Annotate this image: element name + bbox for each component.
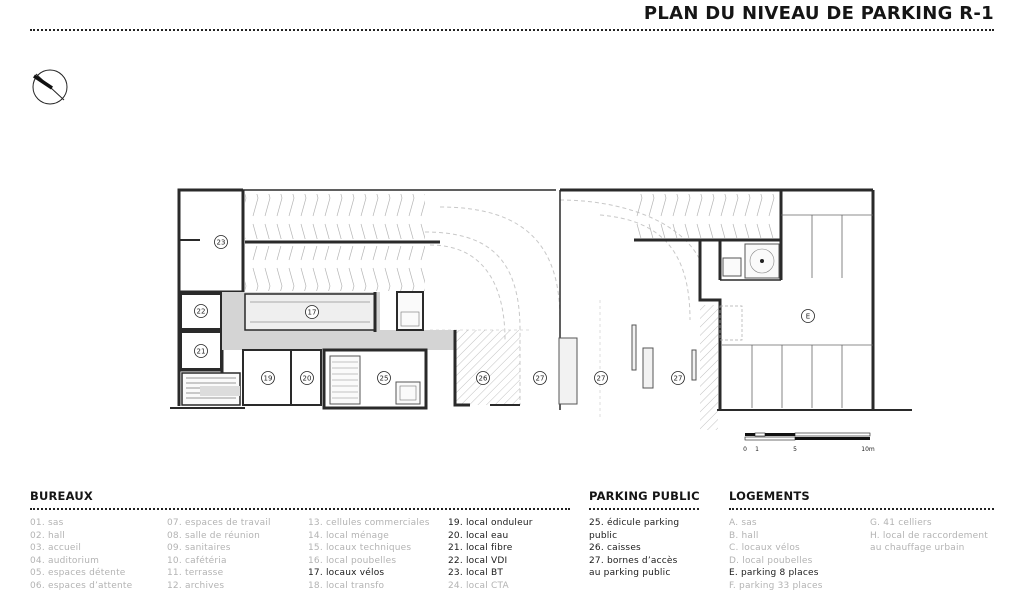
legend-item: 08. salle de réunion [167,530,261,541]
scale-bar [743,433,875,453]
legend-logements-col2 [870,517,988,555]
legend-item: 19. local onduleur [448,518,533,528]
legend-item: H. local de raccordement [870,530,989,541]
parking-row-right [636,194,781,238]
legend-item: D. local poubelles [729,555,813,566]
page-title: PLAN DU NIVEAU DE PARKING R-1 [643,3,994,24]
legend-item: A. sas [729,518,757,528]
legend-item: C. locaux vélos [729,543,800,553]
room-25-label: 25 [379,374,389,383]
room-22-label: 22 [196,307,206,316]
room-19-label: 19 [263,374,273,383]
legend-item: 11. terrasse [167,568,224,578]
legend-item: 16. local poubelles [308,555,397,566]
room-e-label: E [805,312,811,321]
legend-item: F. parking 33 places [729,580,823,591]
spiral-stair-icon [723,244,779,278]
ramp-hatch [700,305,718,430]
legend-item: public [589,530,618,541]
legend-item: 23. local BT [448,568,504,578]
legend-item: 02. hall [30,530,65,541]
legend-heading-logements: LOGEMENTS [729,489,810,503]
legend-item: 06. espaces d’attente [30,580,133,591]
legend-item: 07. espaces de travail [167,518,271,528]
scale-label-0: 0 [743,446,747,453]
legend-item: 10. cafétéria [167,555,227,566]
access-bornes [559,325,696,404]
legend-item: 17. locaux vélos [308,568,385,578]
legend-item: 15. locaux techniques [308,543,412,553]
legend-logements-col1 [729,517,823,592]
legend-item: 27. bornes d’accès [589,555,678,566]
north-arrow-icon [33,70,67,104]
room-23-label: 23 [216,238,226,247]
legend-parking-public-list [589,517,679,580]
legend-bureaux-col3 [308,517,430,592]
legend-item: 01. sas [30,518,64,528]
legend-item: 25. édicule parking [589,518,680,528]
legend-item: au parking public [589,568,671,578]
legend-item: 14. local ménage [308,530,389,541]
stairs-left [182,373,240,405]
legend-item: 04. auditorium [30,555,100,566]
public-edicule [324,350,426,408]
legend-item: 05. espaces détente [30,568,126,578]
legend-bureaux-col4 [448,517,533,592]
room-27b-label: 27 [596,374,606,383]
room-21-label: 21 [196,347,206,356]
caisses-room [455,330,520,405]
legend-item: 03. accueil [30,543,82,553]
legend-item: 21. local fibre [448,543,513,553]
room-26-label: 26 [478,374,488,383]
legend-divider-parking-public [589,508,699,510]
parking-row-top [245,194,425,239]
legend-item: G. 41 celliers [870,518,932,528]
legend-divider-logements [729,508,994,510]
legend-item: 09. sanitaires [167,543,231,553]
legend-heading-bureaux: BUREAUX [30,489,93,503]
legend-item: E. parking 8 places [729,568,819,578]
legend-item: 12. archives [167,580,225,591]
scale-label-5: 5 [793,446,797,453]
legend-item: B. hall [729,530,759,541]
legend-item: au chauffage urbain [870,543,965,553]
legend-item: 20. local eau [448,530,509,541]
room-17-label: 17 [307,308,317,317]
room-27c-label: 27 [673,374,683,383]
scale-label-10m: 10m [861,446,875,453]
room-20-label: 20 [302,374,312,383]
legend-heading-parking-public: PARKING PUBLIC [589,489,700,503]
legend-item: 26. caisses [589,543,641,553]
legend-divider-bureaux [30,508,570,510]
legend-bureaux-col2 [167,517,271,592]
legend-item: 24. local CTA [448,580,509,591]
legend-bureaux-col1 [30,517,132,592]
scale-label-1: 1 [755,446,759,453]
legend-item: 22. local VDI [448,555,508,566]
parking-row-mid [245,246,425,291]
legend-item: 18. local transfo [308,580,385,591]
room-27a-label: 27 [535,374,545,383]
legend-item: 13. cellules commerciales [308,518,430,528]
